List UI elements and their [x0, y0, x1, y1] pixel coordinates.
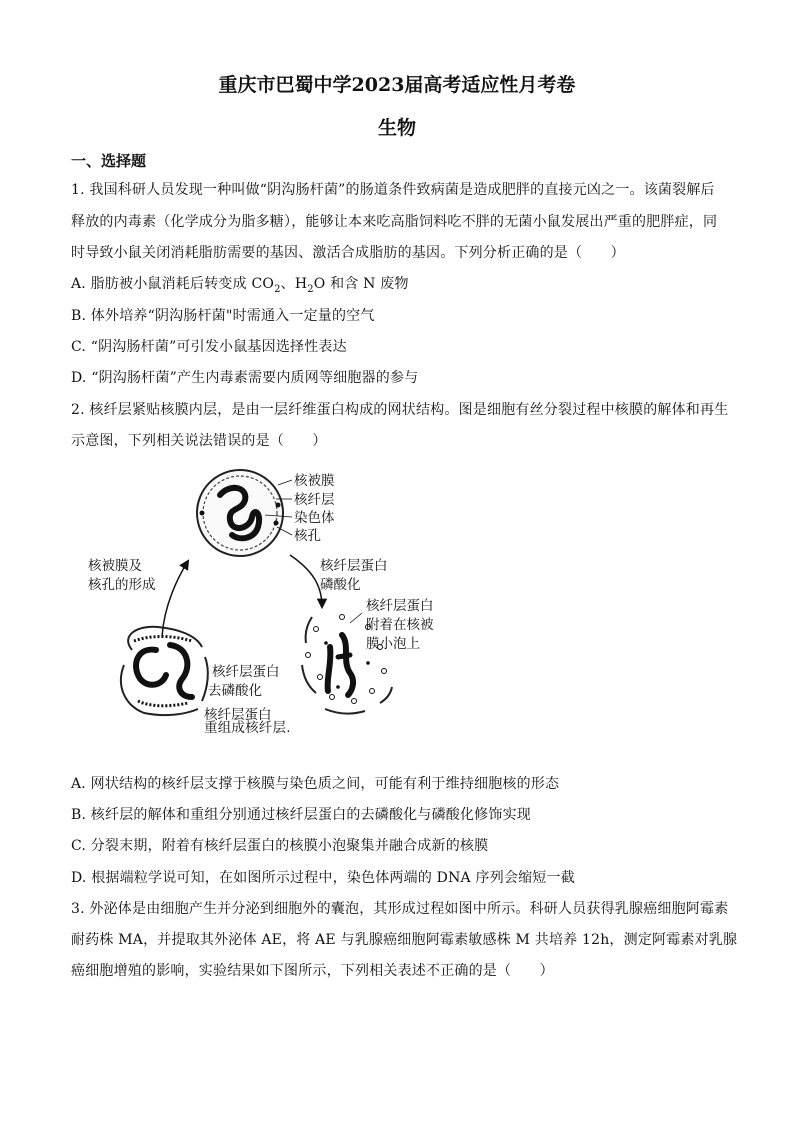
label-lamin-reassembly-1: 核纤层蛋白 [204, 707, 272, 723]
q1-stem-line-1: 1. 我国科研人员发现一种叫做“阴沟肠杆菌”的肠道条件致病菌是造成肥胖的直接元凶之一。该菌裂解后 [71, 182, 715, 198]
exam-subject: 生物 [377, 117, 416, 139]
intact-nucleus-icon [197, 470, 283, 556]
q3-stem-line-2: 耐药株 MA，并提取其外泌体 AE，将 AE 与乳腺癌细胞阿霉素敏感株 M 共培养 12h，测定阿霉素对乳腺 [71, 932, 738, 948]
section-heading: 一、选择题 [71, 152, 147, 170]
q1-stem-line-3: 时导致小鼠关闭消耗脂肪需要的基因、激活合成脂肪的基因。下列分析正确的是（ ） [71, 245, 625, 261]
label-envelope-formation-2: 核孔的形成 [88, 577, 156, 593]
q2-option-c: C. 分裂末期，附着有核纤层蛋白的核膜小泡聚集并融合成新的核膜 [71, 838, 489, 854]
exam-title: 重庆市巴蜀中学2023届高考适应性月考卷 [218, 74, 576, 96]
q1-option-d: D. “阴沟肠杆菌”产生内毒素需要内质网等细胞器的参与 [71, 370, 419, 386]
label-lamin-phosphorylation-2: 磷酸化 [320, 577, 361, 593]
q2-option-b: B. 核纤层的解体和重组分别通过核纤层蛋白的去磷酸化与磷酸化修饰实现 [71, 807, 531, 823]
q1-option-a: A. 脂肪被小鼠消耗后转变成 $CO_2$、$H_2O$ 和含 N 废物 [71, 276, 409, 295]
label-lamin-dephosphorylation-2: 去磷酸化 [208, 683, 262, 699]
q1-stem-line-2: 释放的内毒素（化学成分为脂多糖），能够让本来吃高脂饲料吃不胖的无菌小鼠发展出严重的肥胖症，同 [71, 214, 718, 230]
label-lamin-phosphorylation-1: 核纤层蛋白 [320, 558, 388, 574]
label-lamin-vesicle-2: 附着在核被 [366, 617, 434, 633]
q2-stem-line-2: 示意图，下列相关说法错误的是（ ） [71, 433, 327, 449]
label-lamin-reassembly-2: 重组成核纤层. [204, 720, 291, 736]
q1-option-b: B. 体外培养“阴沟肠杆菌"时需通入一定量的空气 [71, 308, 375, 324]
label-lamin-vesicle-1: 核纤层蛋白 [366, 598, 434, 614]
label-chromosome: 染色体 [294, 510, 335, 526]
label-envelope-formation-1: 核被膜及 [88, 558, 142, 574]
label-nuclear-pore: 核孔 [294, 528, 321, 544]
q2-stem-line-1: 2. 核纤层紧贴核膜内层，是由一层纤维蛋白构成的网状结构。图是细胞有丝分裂过程中核膜的解体和再生 [71, 402, 729, 418]
reforming-nucleus-icon [121, 627, 208, 715]
q2-option-d: D. 根据端粒学说可知，在如图所示过程中，染色体两端的 DNA 序列会缩短一截 [71, 870, 575, 886]
q3-stem-line-3: 癌细胞增殖的影响，实验结果如下图所示，下列相关表述不正确的是（ ） [71, 963, 554, 979]
q1-option-c: C. “阴沟肠杆菌”可引发小鼠基因选择性表达 [71, 339, 347, 355]
nuclear-envelope-cycle-figure [80, 465, 450, 730]
q3-stem-line-1: 3. 外泌体是由细胞产生并分泌到细胞外的囊泡，其形成过程如图中所示。科研人员获得乳腺癌细胞阿霉素 [71, 901, 729, 917]
label-nuclear-envelope: 核被膜 [294, 473, 335, 489]
q2-option-a: A. 网状结构的核纤层支撑于核膜与染色质之间，可能有利于维持细胞核的形态 [71, 776, 560, 792]
label-lamin-dephosphorylation-1: 核纤层蛋白 [212, 664, 280, 680]
label-nuclear-lamina: 核纤层 [294, 492, 335, 508]
label-lamin-vesicle-3: 膜小泡上 [366, 636, 420, 652]
